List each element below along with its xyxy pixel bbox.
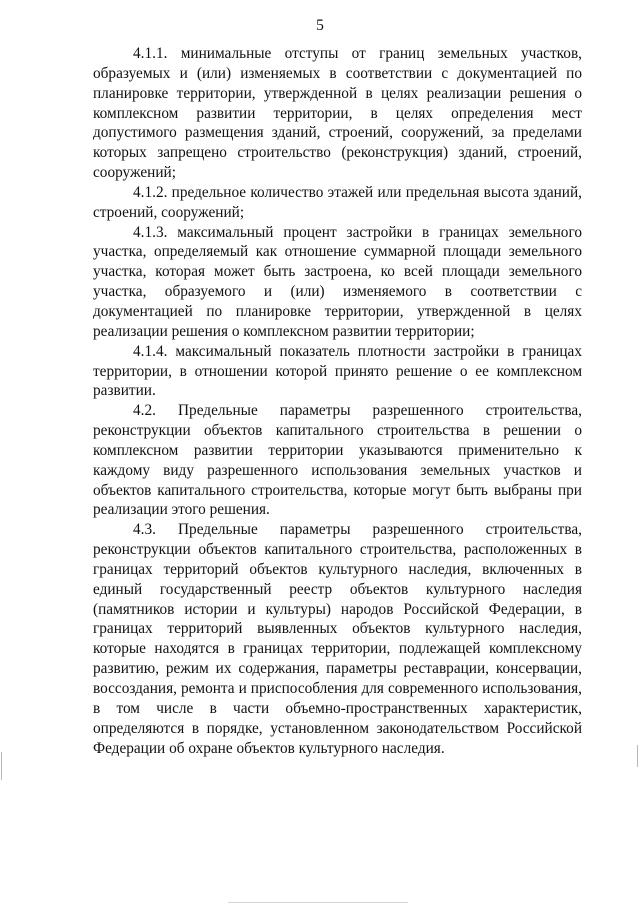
scan-edge-mark-bottom xyxy=(228,902,408,903)
paragraph-4-1-2: 4.1.2. предельное количество этажей или предельная высота зданий, строений, сооружений; xyxy=(93,183,582,221)
paragraph-4-3: 4.3. Предельные параметры разрешенного строительства, реконструкции объектов капитального строительства, расположенных в границах территорий объектов культурного наследия, включенных в единый государственный реестр объектов культурного наследия (памятников истории и культуры) народов Российской Федерации, в границах территорий выявленных объектов культурного наследия, которые находятся в границах территории, подлежащей комплексному развитию, режим их содержания, параметры реставрации, консервации, воссоздания, ремонта и приспособления для современного использования, в том числе в части объемно-пространственных характеристик, определяются в порядке, установленном законодательством Российской Федерации об охране объектов культурного наследия. xyxy=(93,521,582,757)
scan-edge-mark-right xyxy=(637,745,638,767)
document-body xyxy=(93,44,582,758)
paragraph-4-1-4: 4.1.4. максимальный показатель плотности застройки в границах территории, в отношении которой принято решение о ее комплексном развитии. xyxy=(93,342,582,400)
scan-edge-mark-left xyxy=(1,752,2,780)
paragraph-4-2: 4.2. Предельные параметры разрешенного строительства, реконструкции объектов капитального строительства в решении о комплексном развитии территории указываются применительно к каждому виду разрешенного использования земельных участков и объектов капитального строительства, которые могут быть выбраны при реализации этого решения. xyxy=(93,402,582,519)
paragraph-4-1-3: 4.1.3. максимальный процент застройки в границах земельного участка, определяемый как отношение суммарной площади земельного участка, которая может быть застроена, ко всей площади земельного участка, образуемого и (или) изменяемого в соответствии с документацией по планировке территории, утвержденной в целях реализации решения о комплексном развитии территории; xyxy=(93,223,582,340)
paragraph-4-1-1: 4.1.1. минимальные отступы от границ земельных участков, образуемых и (или) изменяемых в соответствии с документацией по планировке территории, утвержденной в целях реализации решения о комплексном развитии территории, в целях определения мест допустимого размещения зданий, строений, сооружений, за пределами которых запрещено строительство (реконструкция) зданий, строений, сооружений; xyxy=(93,45,582,182)
page-number: 5 xyxy=(316,17,324,34)
